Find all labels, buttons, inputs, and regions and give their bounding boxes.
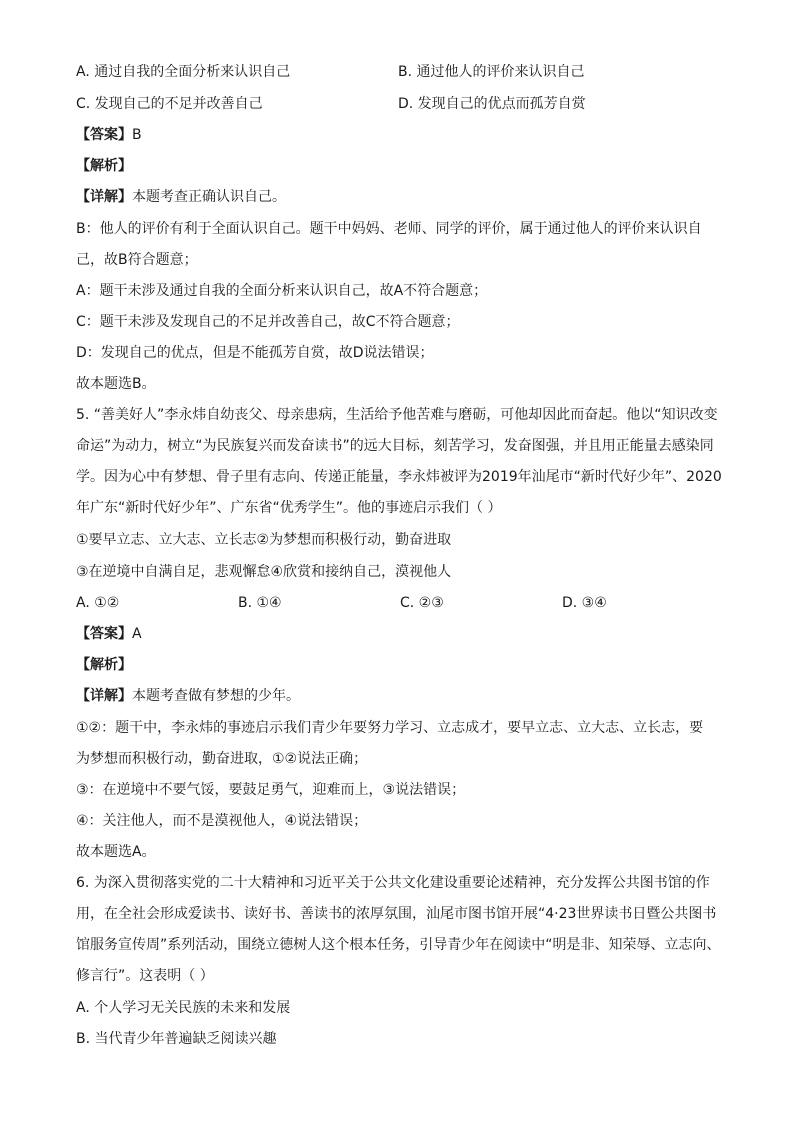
- q5-statement: ①要早立志、立大志、立长志②为梦想而积极行动，勤奋进取: [76, 532, 452, 548]
- q5-stem-line: 学。因为心中有梦想、骨子里有志向、传递正能量，李永炜被评为2019年汕尾市“新时代好少年”、2020: [76, 469, 722, 485]
- q4-option-b: B. 通过他人的评价来认识自己: [398, 64, 585, 80]
- detail-label: 【详解】: [76, 189, 132, 205]
- q6-stem-line: 馆服务宣传周”系列活动，围绕立德树人这个根本任务，引导青少年在阅读中“明是非、知荣辱、立志向、: [76, 937, 721, 953]
- q5-option-b: B. ①④: [238, 595, 282, 611]
- q5-stem-line: 命运”为动力，树立“为民族复兴而发奋读书”的远大目标，刻苦学习，发奋图强，并且用正能量去感染同: [76, 438, 714, 454]
- detail-text: 本题考查正确认识自己。: [132, 189, 286, 205]
- q4-explain-line: D：发现自己的优点，但是不能孤芳自赏，故D说法错误；: [76, 345, 434, 361]
- q5-explain-line: ①②：题干中，李永炜的事迹启示我们青少年要努力学习、立志成才，要早立志、立大志、立长志，要: [76, 720, 704, 736]
- q6-stem-line: 6. 为深入贯彻落实党的二十大精神和习近平关于公共文化建设重要论述精神，充分发挥公共图书馆的作: [76, 875, 710, 891]
- answer-label: 【答案】: [76, 626, 132, 642]
- q6-option-a: A. 个人学习无关民族的未来和发展: [76, 1000, 291, 1016]
- q5-option-c: C. ②③: [400, 595, 444, 611]
- q4-answer: [76, 125, 142, 145]
- q4-explain-line: C：题干未涉及发现自己的不足并改善自己，故C不符合题意；: [76, 314, 460, 330]
- q5-statement: ③在逆境中自满自足，悲观懈怠④欣赏和接纳自己，漠视他人: [76, 564, 452, 580]
- q4-option-c: C. 发现自己的不足并改善自己: [76, 96, 263, 112]
- q5-explain-line: 为梦想而积极行动，勤奋进取，①②说法正确；: [76, 751, 368, 767]
- answer-label: 【答案】: [76, 127, 132, 143]
- q4-option-a: A. 通过自我的全面分析来认识自己: [76, 64, 291, 80]
- q5-stem-line: 5. “善美好人”李永炜自幼丧父、母亲患病，生活给予他苦难与磨砺，可他却因此而奋起。他以“知识改变: [76, 407, 718, 423]
- q4-option-d: D. 发现自己的优点而孤芳自赏: [398, 96, 586, 112]
- q5-analysis-label: 【解析】: [76, 657, 132, 673]
- q4-analysis-label: 【解析】: [76, 158, 132, 174]
- q4-explain-line: A：题干未涉及通过自我的全面分析来认识自己，故A不符合题意；: [76, 283, 488, 299]
- q5-option-a: A. ①②: [76, 595, 120, 611]
- q5-explain-line: ④：关注他人，而不是漠视他人，④说法错误；: [76, 813, 368, 829]
- detail-text: 本题考查做有梦想的少年。: [132, 688, 300, 704]
- q6-stem-line: 修言行”。这表明（ ）: [76, 968, 214, 984]
- q5-option-d: D. ③④: [562, 595, 607, 611]
- answer-value: A: [132, 626, 142, 642]
- q4-detail: [76, 187, 286, 207]
- q4-explain-line: 故本题选B。: [76, 376, 156, 392]
- q6-stem-line: 用，在全社会形成爱读书、读好书、善读书的浓厚氛围，汕尾市图书馆开展“4·23世界读书日暨公共图书: [76, 906, 717, 922]
- q4-explain-line: B：他人的评价有利于全面认识自己。题干中妈妈、老师、同学的评价，属于通过他人的评价来认识自: [76, 221, 702, 237]
- q4-explain-line: 己，故B符合题意；: [76, 252, 198, 268]
- answer-value: B: [132, 127, 142, 143]
- q5-answer: [76, 624, 142, 644]
- q5-stem-line: 年广东“新时代好少年”、广东省“优秀学生”。他的事迹启示我们（ ）: [76, 500, 502, 516]
- q6-option-b: B. 当代青少年普遍缺乏阅读兴趣: [76, 1031, 277, 1047]
- q5-detail: [76, 686, 300, 706]
- q5-explain-line: 故本题选A。: [76, 844, 156, 860]
- q5-explain-line: ③：在逆境中不要气馁，要鼓足勇气，迎难而上，③说法错误；: [76, 782, 466, 798]
- detail-label: 【详解】: [76, 688, 132, 704]
